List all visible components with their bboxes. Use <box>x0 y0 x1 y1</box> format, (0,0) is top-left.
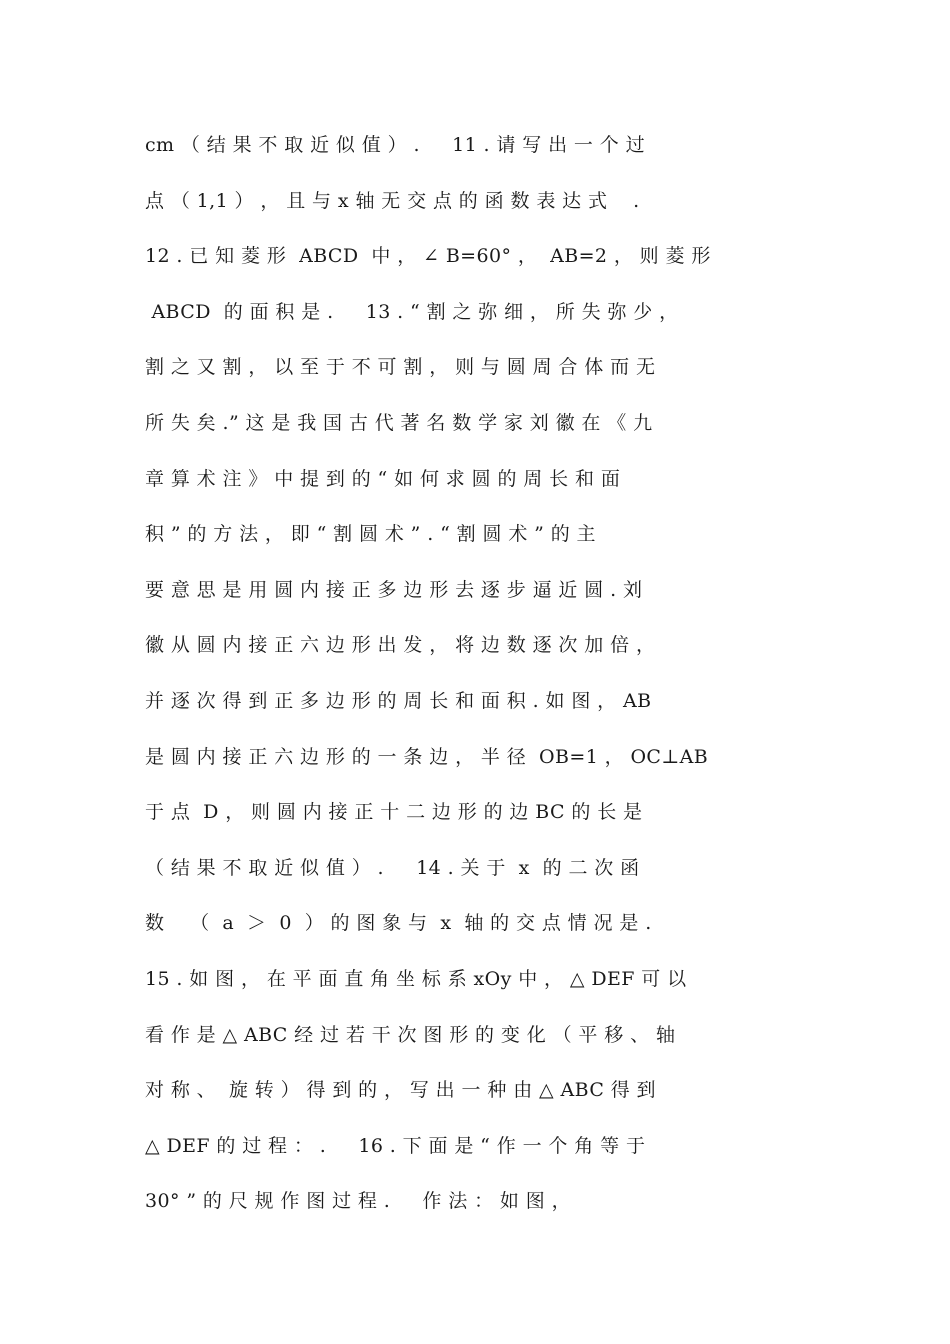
text-line-4: ABCD 的 面 积 是 . 13 . “ 割 之 弥 细 ， 所 失 弥 少 ， <box>145 300 679 323</box>
text-line-20: 30° ” 的 尺 规 作 图 过 程 . 作 法 ： 如 图 ， <box>145 1190 571 1213</box>
math-problem-text <box>145 118 845 1230</box>
text-line-19: △ DEF 的 过 程 ： . 16 . 下 面 是 “ 作 一 个 角 等 于 <box>145 1134 646 1157</box>
text-line-11: 并 逐 次 得 到 正 多 边 形 的 周 长 和 面 积 . 如 图 ， AB <box>145 689 652 712</box>
text-line-3: 12 . 已 知 菱 形 ABCD 中 ， ∠ B=60° ， AB=2 ， 则 菱 形 <box>145 245 711 268</box>
text-line-17: 看 作 是 △ ABC 经 过 若 干 次 图 形 的 变 化 （ 平 移 、 轴 <box>145 1023 676 1046</box>
text-line-2: 点 （ 1,1 ） ， 且 与 x 轴 无 交 点 的 函 数 表 达 式 . <box>145 189 640 212</box>
text-line-6: 所 失 矣 .” 这 是 我 国 古 代 著 名 数 学 家 刘 徽 在 《 九 <box>145 411 653 434</box>
text-line-5: 割 之 又 割 ， 以 至 于 不 可 割 ， 则 与 圆 周 合 体 而 无 <box>145 356 656 379</box>
text-line-1: cm （ 结 果 不 取 近 似 值 ） . 11 . 请 写 出 一 个 过 <box>145 134 645 156</box>
text-line-9: 要 意 思 是 用 圆 内 接 正 多 边 形 去 逐 步 逼 近 圆 . 刘 <box>145 578 643 601</box>
text-line-12: 是 圆 内 接 正 六 边 形 的 一 条 边 ， 半 径 OB=1 ， OC⊥AB <box>145 745 709 768</box>
text-line-13: 于 点 D ， 则 圆 内 接 正 十 二 边 形 的 边 BC 的 长 是 <box>145 801 643 824</box>
text-line-14: （ 结 果 不 取 近 似 值 ） . 14 . 关 于 x 的 二 次 函 <box>145 856 640 879</box>
text-line-10: 徽 从 圆 内 接 正 六 边 形 出 发 ， 将 边 数 逐 次 加 倍 ， <box>145 634 656 657</box>
text-line-15: 数 （ a ＞ 0 ） 的 图 象 与 x 轴 的 交 点 情 况 是 . <box>145 912 652 935</box>
text-line-8: 积 ” 的 方 法 ， 即 “ 割 圆 术 ” . “ 割 圆 术 ” 的 主 <box>145 523 596 546</box>
text-line-16: 15 . 如 图 ， 在 平 面 直 角 坐 标 系 xOy 中 ， △ DEF 可 以 <box>145 967 687 990</box>
text-line-18: 对 称 、 旋 转 ） 得 到 的 ， 写 出 一 种 由 △ ABC 得 到 <box>145 1079 656 1102</box>
text-line-7: 章 算 术 注 》 中 提 到 的 “ 如 何 求 圆 的 周 长 和 面 <box>145 467 621 490</box>
